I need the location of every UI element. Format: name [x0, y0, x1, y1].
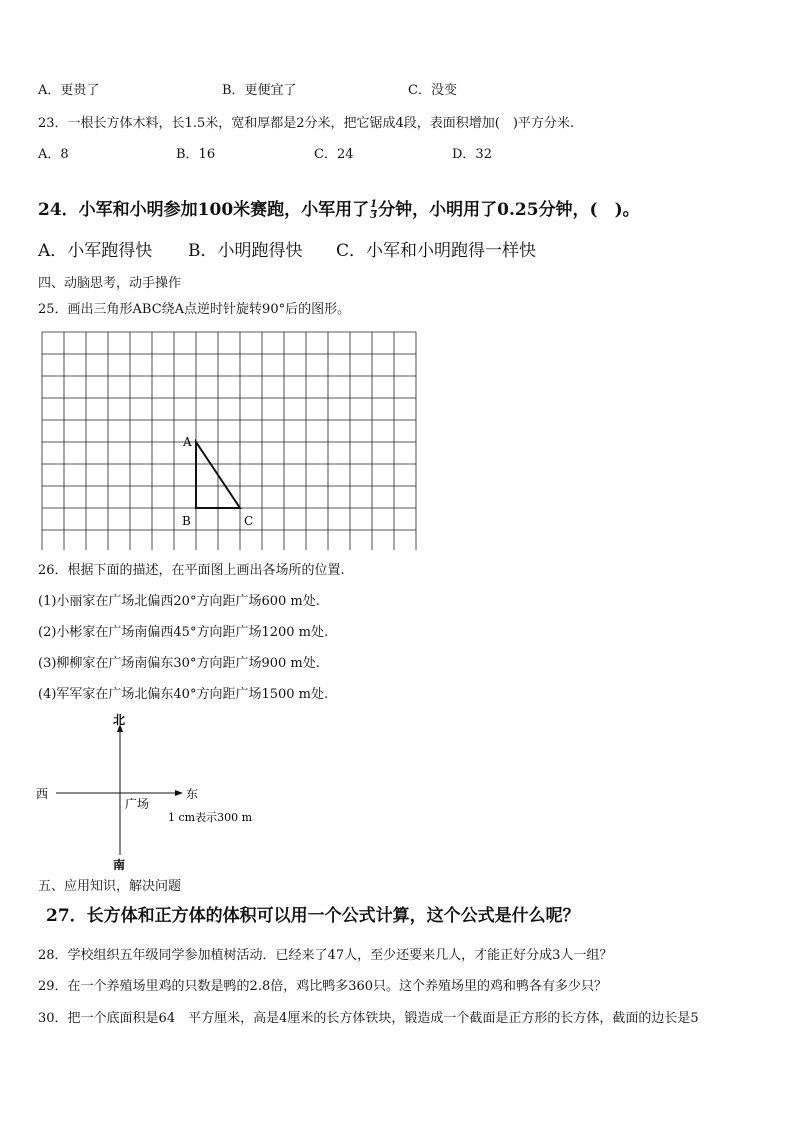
q26-compass-figure [30, 710, 280, 875]
q26-item-2: (2)小彬家在广场南偏西45°方向距广场1200 m处. [38, 625, 329, 640]
q28-text: 28．学校组织五年级同学参加植树活动．已经来了47人，至少还要来几人，才能正好分成3人一组？ [38, 948, 613, 963]
q24-text [38, 199, 640, 221]
section5-heading: 五、应用知识，解决问题 [38, 879, 182, 894]
q27-text: 27．长方体和正方体的体积可以用一个公式计算，这个公式是什么呢？ [46, 906, 580, 926]
vertex-label-b: B [182, 514, 191, 528]
q29-text: 29．在一个养殖场里鸡的只数是鸭的2.8倍，鸡比鸭多360只。这个养殖场里的鸡和鸭各有多少只？ [38, 979, 608, 994]
q24-option-b: B．小明跑得快 [188, 241, 303, 261]
q24-text-after: 分钟，小明用了0.25分钟，( )。 [378, 200, 640, 220]
q23-option-a: A．8 [38, 147, 69, 162]
label-east: 东 [186, 787, 199, 801]
q24-frac-den: 3 [370, 210, 378, 221]
q24-frac-num: 1 [370, 199, 378, 210]
q26-text: 26．根据下面的描述，在平面图上画出各场所的位置. [38, 563, 345, 578]
q25-text: 25．画出三角形ABC绕A点逆时针旋转90°后的图形。 [38, 302, 351, 317]
label-center-square: 广场 [125, 797, 150, 811]
q26-item-3: (3)柳柳家在广场南偏东30°方向距广场900 m处. [38, 656, 320, 671]
q24-option-a: A．小军跑得快 [38, 241, 153, 261]
q23-option-d: D．32 [452, 147, 492, 162]
q26-item-1: (1)小丽家在广场北偏西20°方向距广场600 m处. [38, 594, 320, 609]
scale-label: 1 cm表示300 m [168, 811, 253, 824]
q22-option-b: B．更便宜了 [222, 83, 297, 98]
vertex-label-a: A [183, 435, 192, 449]
label-south: 南 [113, 858, 126, 872]
vertex-label-c: C [244, 514, 254, 528]
q23-text: 23．一根长方体木料，长1.5米，宽和厚都是2分米，把它锯成4段，表面积增加( )平方分米. [38, 116, 575, 131]
q30-text: 30．把一个底面积是64 平方厘米，高是4厘米的长方体铁块，锻造成一个截面是正方形的长方体，截面的边长是5 [38, 1011, 699, 1026]
section4-heading: 四、动脑思考，动手操作 [38, 276, 182, 291]
q24-fraction [370, 200, 377, 221]
label-north: 北 [113, 713, 126, 727]
east-arrow-icon [175, 790, 183, 796]
q23-option-b: B．16 [176, 147, 216, 162]
q24-option-c: C．小军和小明跑得一样快 [336, 241, 537, 261]
grid-lines [42, 332, 416, 550]
q24-text-before: 24．小军和小明参加100米赛跑，小军用了 [38, 200, 370, 220]
q25-grid-figure [40, 330, 420, 550]
q26-item-4: (4)军军家在广场北偏东40°方向距广场1500 m处. [38, 687, 329, 702]
label-west: 西 [36, 787, 49, 801]
q22-option-c: C．没变 [408, 83, 457, 98]
q23-option-c: C．24 [314, 147, 354, 162]
q22-option-a: A．更贵了 [38, 83, 100, 98]
